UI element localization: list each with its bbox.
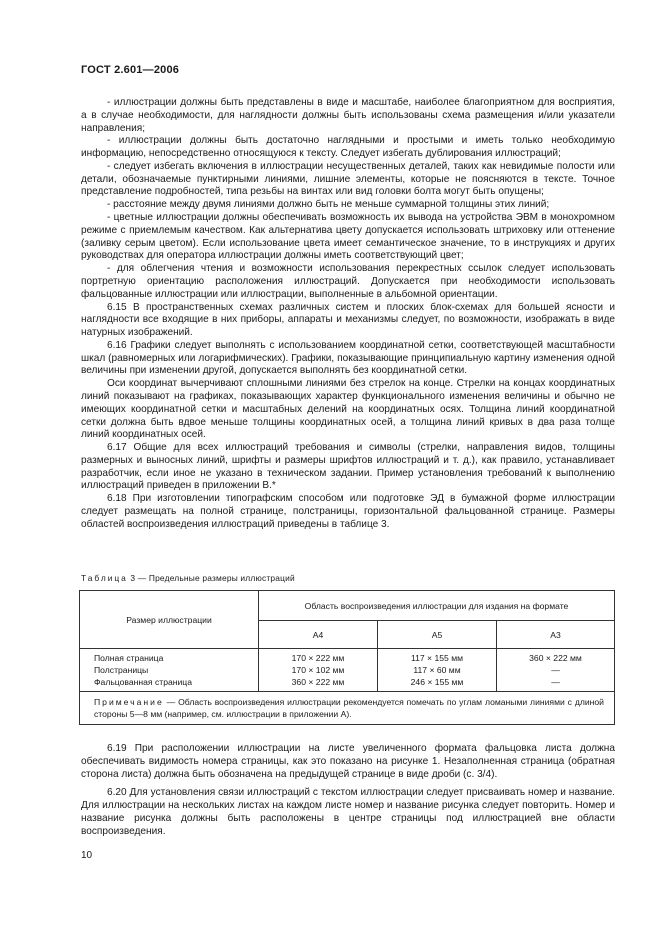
note-word: Примечание	[94, 697, 164, 708]
clause-6-16: 6.16 Графики следует выполнять с использованием координатной сетки, соответствующей масштабности шкал (равномерных или логарифмических). Графики, показывающие принципиальную картину изменения одной величины при изменении другой, допускается выполнять без координатной сетки.	[81, 339, 615, 377]
table-caption-text: 3 — Предельные размеры иллюстраций	[127, 573, 295, 583]
clause-6-20: 6.20 Для установления связи иллюстраций с текстом иллюстрации следует присваивать номер и название. Для иллюстрации на нескольких листах на каждом листе номер и название рисунка следует повторить. Номер и название рисунка должны быть расположены в центре страницы под иллюстрацией вне области воспроизведения.	[81, 787, 615, 837]
row-label: Фальцованная страница	[94, 676, 193, 687]
col-a5-header: А5	[378, 621, 497, 649]
row-label: Полная страница	[94, 653, 164, 663]
col-a3-header: А3	[497, 621, 615, 649]
illustration-size-table	[79, 590, 615, 725]
list-item: - иллюстрации должны быть достаточно наглядными и простыми и иметь только необходимую информацию, непосредственно относящуюся к тексту. Следует избегать дублирования иллюстраций;	[81, 135, 615, 160]
list-item: - расстояние между двумя линиями должно быть не меньше суммарной толщины этих линий;	[107, 199, 550, 211]
list-item: - иллюстрации должны быть представлены в виде и масштабе, наиболее благоприятном для восприятия, а в случае необходимости, для наглядности должны быть использованы схема размещения и/или указатели направления;	[81, 97, 615, 134]
list-item: - цветные иллюстрации должны обеспечивать возможность их вывода на устройства ЭВМ в монохромном режиме с приемлемым качеством. Как альтернатива цвету допускается использовать штриховку или оттенение (заливку серым цветом). Если использование цвета имеет семантическое значение, то в инструкциях и других руководствах для оператора иллюстрации должны иметь соответствующий цвет;	[81, 212, 615, 262]
group-header: Область воспроизведения иллюстрации для издания на формате	[259, 591, 615, 621]
table-caption-word: Таблица	[81, 573, 128, 583]
table-cell: 246 × 155 мм	[410, 676, 464, 687]
note-text: — Область воспроизведения иллюстрации рекомендуется помечать по углам ломаными линиями с длиной стороны 5—8 мм (например, см. иллюстрации в приложении А).	[94, 697, 604, 720]
a3-values-cell	[497, 649, 615, 692]
table-cell: —	[551, 676, 560, 687]
page-number: 10	[81, 850, 93, 861]
clause-6-16-axes: Оси координат вычерчивают сплошными линиями без стрелок на конце. Стрелки на концах координатных линий показывают на графиках, показывающих характер функционального изменения величины и обычно не имеющих координатной сетки и масштабных делений на координатных осях. Толщина линий координатной сетки должна быть вдвое меньше толщины координатных осей, а толщина линий кривых в два раза толще линий координатных осей.	[81, 378, 615, 441]
table-cell: 360 × 222 мм	[529, 653, 582, 663]
a5-values-cell	[378, 649, 497, 692]
clause-6-18: 6.18 При изготовлении типографским способом или подготовке ЭД в бумажной форме иллюстрации следует размещать на полной странице, полстраницы, горизонтальной фальцованной странице. Размеры областей воспроизведения иллюстраций приведены в таблице 3.	[81, 493, 615, 530]
clause-6-15: 6.15 В пространственных схемах различных систем и плоских блок-схемах для большей ясности и наглядности все входящие в них приборы, аппараты и механизмы следует, по возможности, изображать в виде натурных изображений.	[81, 301, 615, 339]
col-size-header: Размер иллюстрации	[80, 591, 259, 649]
col-a4-header: А4	[259, 621, 378, 649]
document-header: ГОСТ 2.601—2006	[81, 64, 180, 76]
table-data-rows	[80, 649, 615, 692]
clause-6-19: 6.19 При расположении иллюстрации на листе увеличенного формата фальцовка листа должна обеспечивать видимость номера страницы, как это показано на рисунке 1. Незаполненная страница (обратная сторона листа) должна быть обозначена на предыдущей странице в виде дроби (с. 3/4).	[81, 743, 615, 780]
table-cell: 170 × 102 мм	[291, 664, 345, 675]
main-text-block	[81, 97, 615, 532]
table-cell: 360 × 222 мм	[291, 676, 345, 687]
row-labels-cell	[80, 649, 259, 692]
table-cell: 117 × 155 мм	[410, 653, 464, 663]
list-item: - следует избегать включения в иллюстрации несущественных деталей, таких как невидимые полости или детали, обозначаемые пунктирными линиями, лишние элементы, которые не поясняются в тексте. Точное представление подробностей, типа резьбы на винтах или вид головки болта могут быть опущены;	[81, 160, 615, 198]
list-item: - для облегчения чтения и возможности использования перекрестных ссылок следует использовать портретную ориентацию расположения иллюстраций. Допускается при необходимости использовать фальцованные иллюстрации или иллюстрации, выполненные в альбомной ориентации.	[81, 263, 615, 300]
a4-values-cell	[259, 649, 378, 692]
table-cell: 170 × 222 мм	[291, 653, 345, 663]
lower-text-block	[81, 743, 615, 844]
table-cell: —	[551, 664, 560, 675]
table-caption	[81, 573, 295, 583]
clause-6-17: 6.17 Общие для всех иллюстраций требования и символы (стрелки, направления видов, толщины размерных и выносных линий, шрифты и размеры шрифтов иллюстраций и т. д.), как правило, устанавливает разработчик, если иное не указано в техническом задании. Пример установления требований к выполнению иллюстраций приведен в приложении В.*	[81, 442, 615, 492]
table-note	[80, 692, 615, 725]
table-cell: 117 × 60 мм	[413, 664, 461, 675]
row-label: Полстраницы	[94, 664, 149, 675]
